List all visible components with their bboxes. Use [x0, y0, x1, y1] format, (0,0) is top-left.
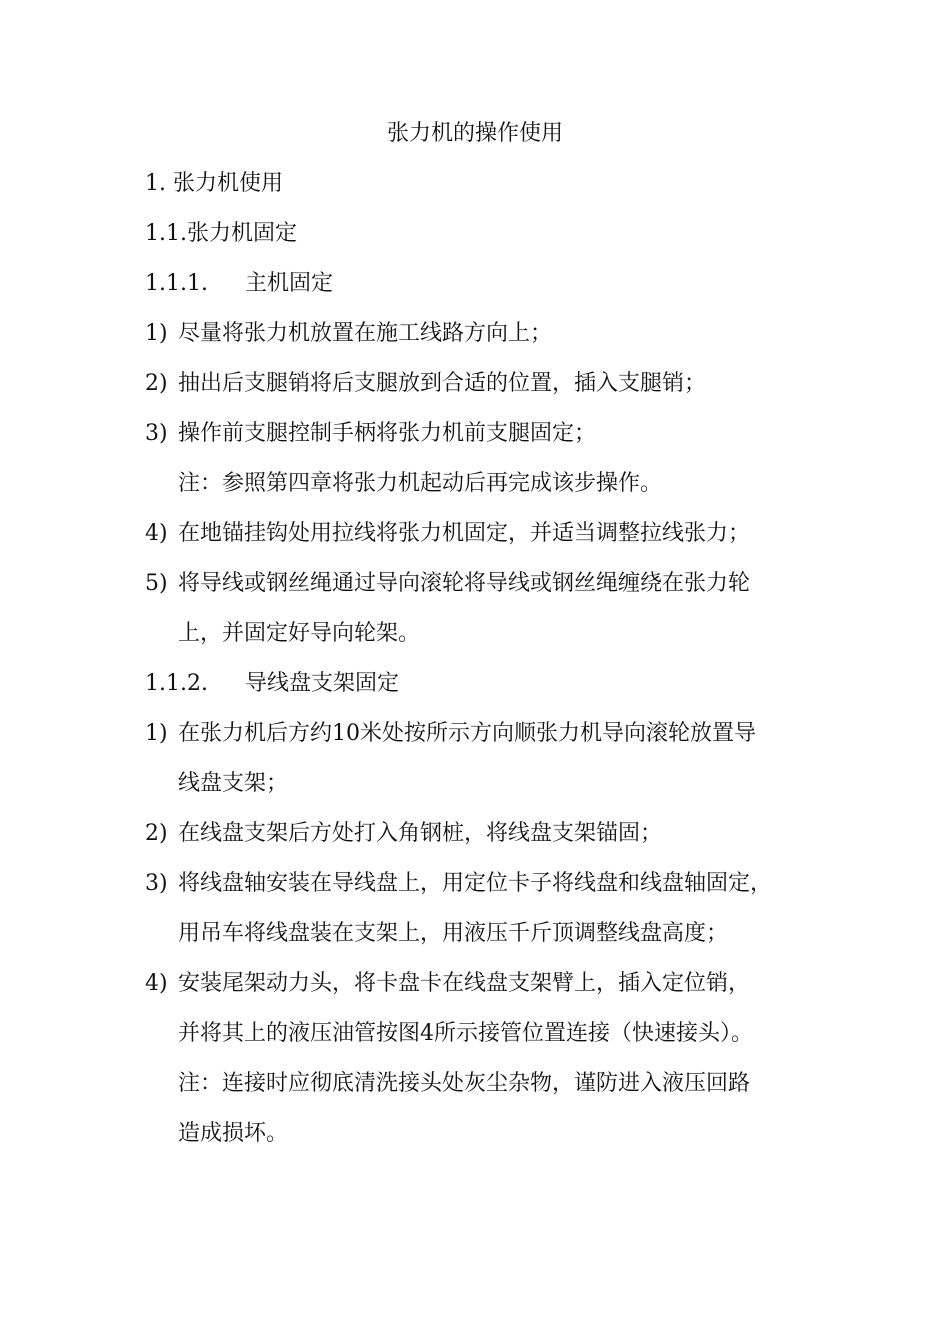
list-marker: 1) — [145, 321, 168, 346]
section-heading-text: 主机固定 — [245, 271, 334, 296]
list-item-text: 在地锚挂钩处用拉线将张力机固定，并适当调整拉线张力； — [178, 521, 751, 546]
list-item — [145, 418, 596, 450]
list-item-text: 抽出后支腿销将后支腿放到合适的位置，插入支腿销； — [178, 371, 707, 396]
list-marker: 5) — [145, 571, 168, 596]
note-text: 注：参照第四章将张力机起动后再完成该步操作。 — [178, 471, 663, 496]
list-item — [145, 518, 750, 550]
list-item-continuation: 上，并固定好导向轮架。 — [178, 621, 421, 646]
list-item-text: 在线盘支架后方处打入角钢桩，将线盘支架锚固； — [178, 821, 663, 846]
list-marker: 3) — [145, 421, 168, 446]
list-marker: 4) — [145, 971, 168, 996]
list-marker: 1) — [145, 721, 168, 746]
list-marker: 2) — [145, 371, 168, 396]
list-item-text: 尽量将张力机放置在施工线路方向上； — [178, 321, 553, 346]
list-item — [145, 568, 750, 600]
list-marker: 4) — [145, 521, 168, 546]
list-item — [145, 368, 706, 400]
list-item — [145, 968, 750, 1000]
note-text: 注：连接时应彻底清洗接头处灰尘杂物，谨防进入液压回路 — [178, 1071, 751, 1096]
list-item-text: 将线盘轴安装在导线盘上，用定位卡子将线盘和线盘轴固定， — [178, 871, 773, 896]
section-number: 1.1.2. — [145, 671, 208, 696]
section-1-1-heading: 1.1.张力机固定 — [145, 221, 297, 246]
list-item-text: 在张力机后方约10米处按所示方向顺张力机导向滚轮放置导 — [178, 721, 756, 746]
list-item-text: 安装尾架动力头，将卡盘卡在线盘支架臂上，插入定位销， — [178, 971, 751, 996]
list-item-continuation: 线盘支架； — [178, 771, 289, 796]
section-heading-text: 导线盘支架固定 — [245, 671, 400, 696]
list-item-text: 将导线或钢丝绳通过导向滚轮将导线或钢丝绳缠绕在张力轮 — [178, 571, 751, 596]
list-item — [145, 318, 552, 350]
list-marker: 3) — [145, 871, 168, 896]
list-marker: 2) — [145, 821, 168, 846]
note-continuation: 造成损坏。 — [178, 1121, 289, 1146]
section-1-1-1-heading — [145, 268, 333, 300]
list-item — [145, 718, 756, 750]
list-item — [145, 868, 772, 900]
section-1-heading: 1. 张力机使用 — [145, 171, 283, 196]
section-number: 1.1.1. — [145, 271, 208, 296]
page-title: 张力机的操作使用 — [386, 121, 563, 146]
list-item-continuation: 用吊车将线盘装在支架上，用液压千斤顶调整线盘高度； — [178, 921, 729, 946]
list-item — [145, 818, 662, 850]
list-item-continuation: 并将其上的液压油管按图4所示接管位置连接（快速接头）。 — [178, 1021, 753, 1046]
list-item-text: 操作前支腿控制手柄将张力机前支腿固定； — [178, 421, 597, 446]
section-1-1-2-heading — [145, 668, 399, 700]
